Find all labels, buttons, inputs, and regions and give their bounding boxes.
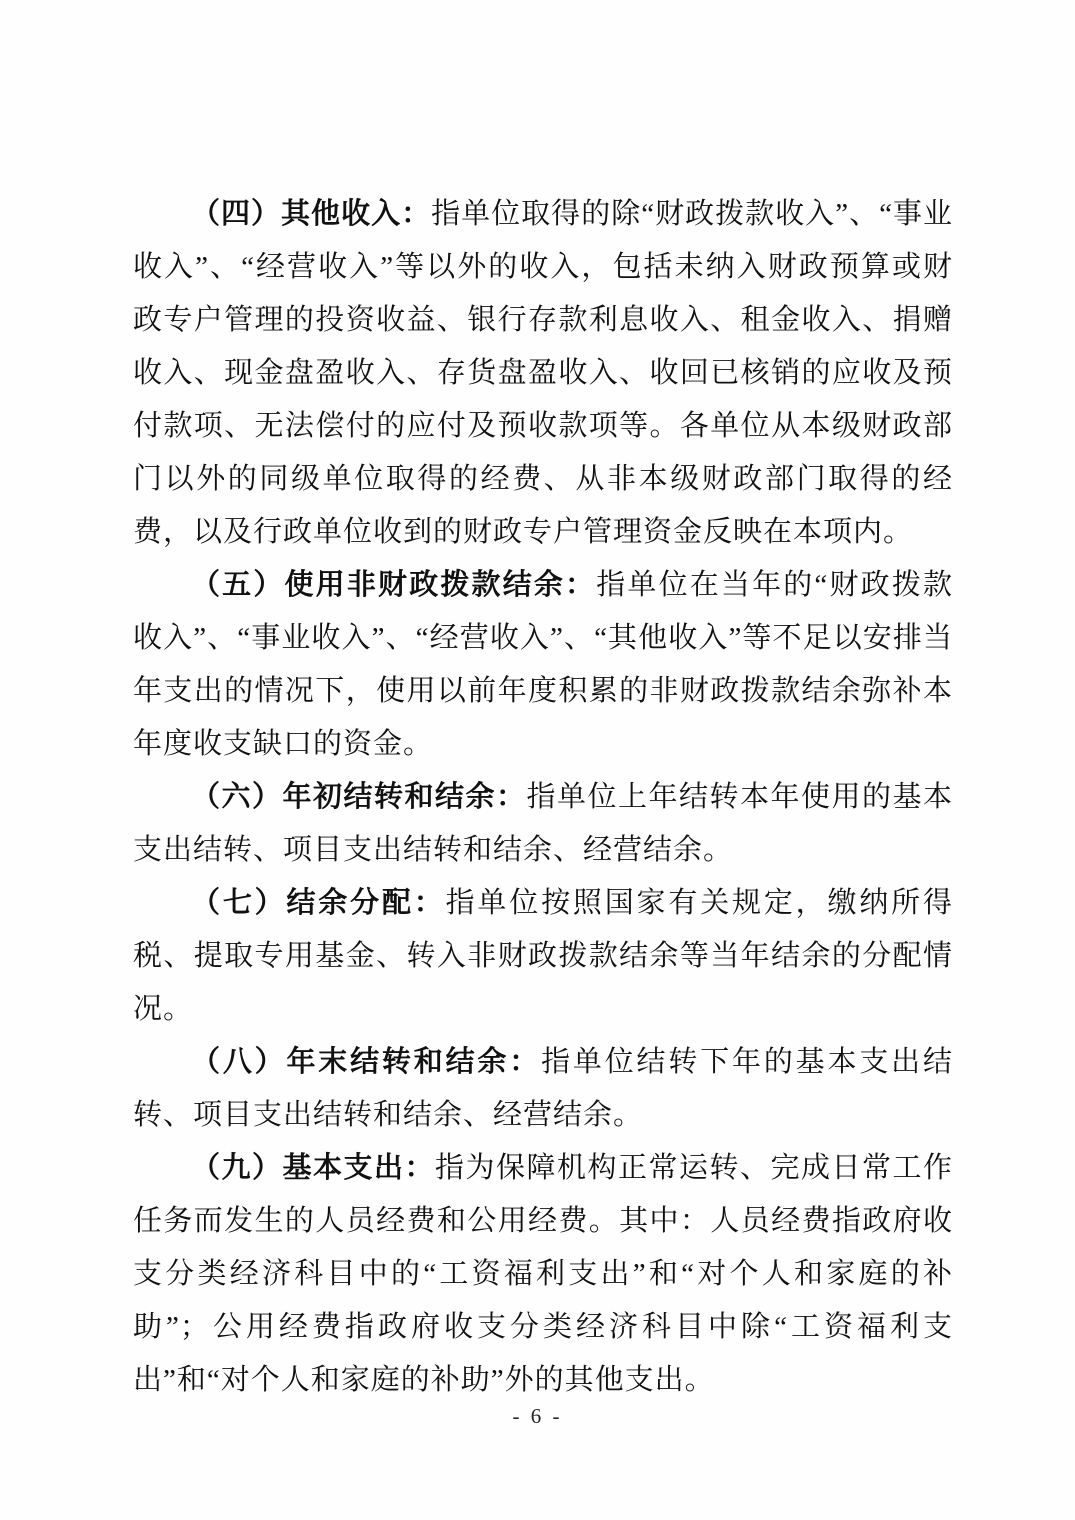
paragraph-body: 指为保障机构正常运转、完成日常工作任务而发生的人员经费和公用经费。其中：人员经费指政府收支分类经济科目中的“工资福利支出”和“对个人和家庭的补助”；公用经费指政府收支分类经济科目中除“工资福利支出”和“对个人和家庭的补助”外的其他支出。 — [133, 1152, 953, 1396]
paragraph-body: 指单位按照国家有关规定，缴纳所得税、提取专用基金、转入非财政拨款结余等当年结余的分配情况。 — [133, 887, 953, 1025]
paragraph — [133, 1036, 953, 1142]
paragraph-body: 指单位在当年的“财政拨款收入”、“事业收入”、“经营收入”、“其他收入”等不足以安排当年支出的情况下，使用以前年度积累的非财政拨款结余弥补本年度收支缺口的资金。 — [133, 569, 953, 760]
document-body — [133, 188, 953, 1407]
paragraph-heading: （八）年末结转和结余： — [191, 1046, 542, 1078]
paragraph-body: 指单位结转下年的基本支出结转、项目支出结转和结余、经营结余。 — [133, 1046, 953, 1131]
paragraph — [133, 559, 953, 771]
paragraph-heading: （五）使用非财政拨款结余： — [191, 569, 597, 601]
paragraph — [133, 877, 953, 1036]
paragraph-body: 指单位取得的除“财政拨款收入”、“事业收入”、“经营收入”等以外的收入，包括未纳入财政预算或财政专户管理的投资收益、银行存款利息收入、租金收入、捐赠收入、现金盘盈收入、存货盘盈收入、收回已核销的应收及预付款项、无法偿付的应付及预收款项等。各单位从本级财政部门以外的同级单位取得的经费、从非本级财政部门取得的经费，以及行政单位收到的财政专户管理资金反映在本项内。 — [133, 198, 953, 548]
paragraph-heading: （九）基本支出： — [191, 1152, 435, 1184]
paragraph — [133, 771, 953, 877]
page-number: - 6 - — [512, 1404, 563, 1428]
paragraph-heading: （四）其他收入： — [191, 198, 432, 230]
paragraph-heading: （六）年初结转和结余： — [191, 781, 527, 813]
paragraph — [133, 188, 953, 559]
paragraph-body: 指单位上年结转本年使用的基本支出结转、项目支出结转和结余、经营结余。 — [133, 781, 953, 866]
paragraph-heading: （七）结余分配： — [191, 887, 446, 919]
paragraph — [133, 1142, 953, 1407]
